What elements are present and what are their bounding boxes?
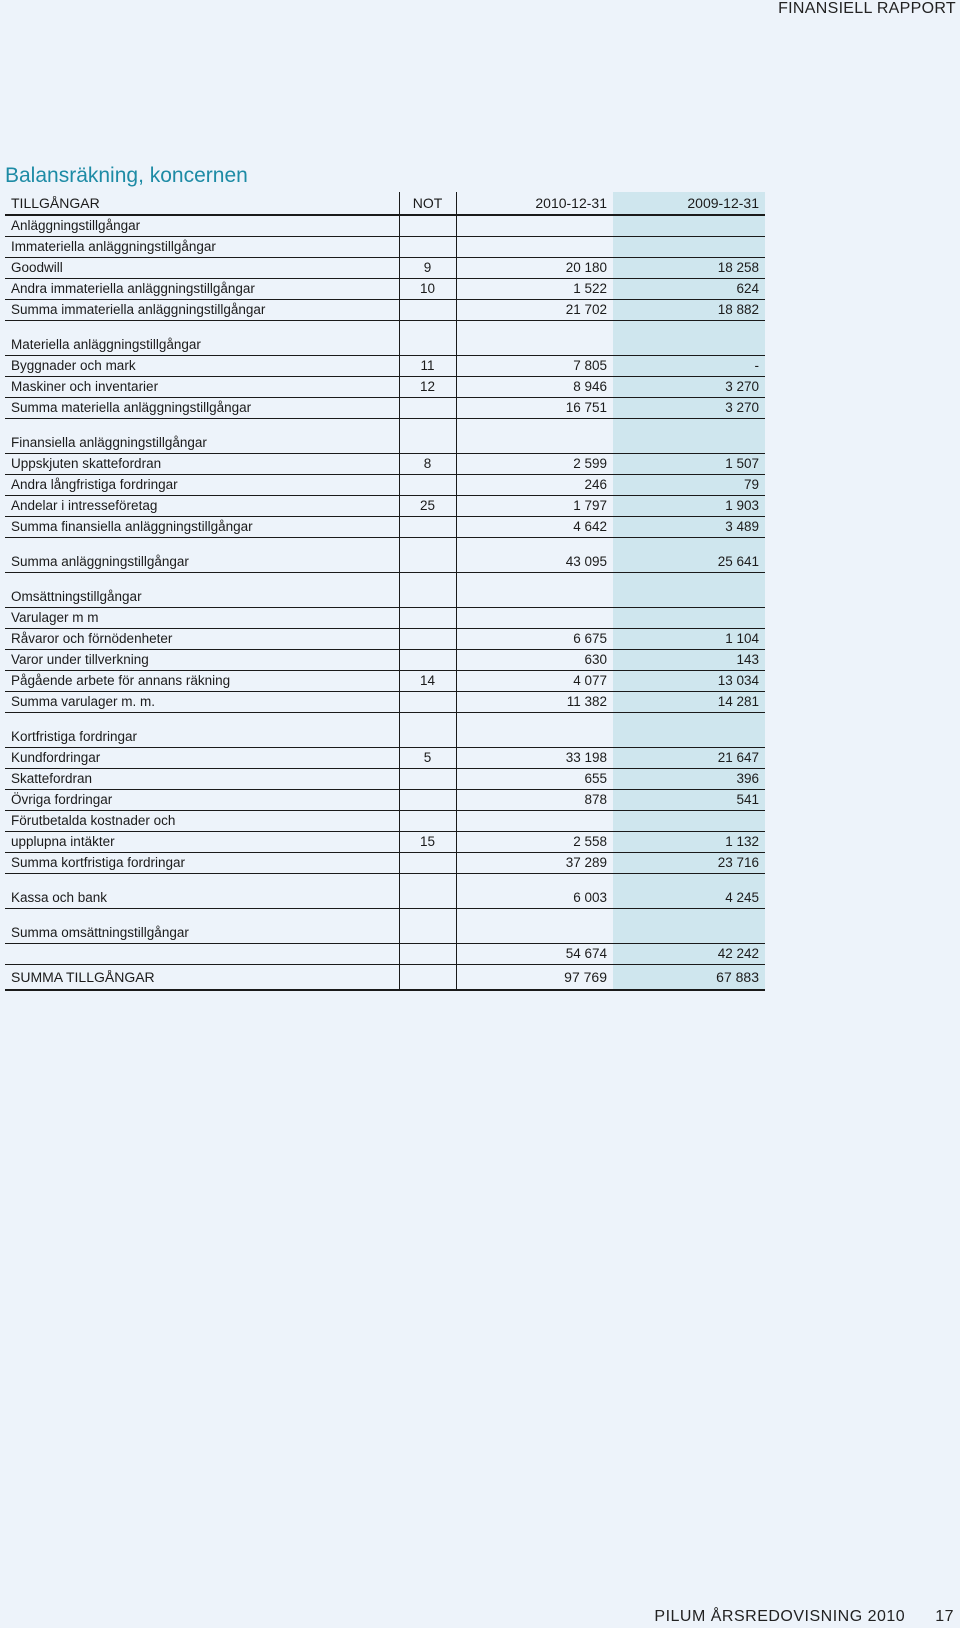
row-value-2010 bbox=[456, 215, 613, 237]
row-value-2010: 2 599 bbox=[456, 454, 613, 475]
row-label: Råvaror och förnödenheter bbox=[5, 629, 399, 650]
row-value-2010: 6 003 bbox=[456, 888, 613, 909]
row-note bbox=[399, 538, 456, 553]
table-header-row bbox=[5, 192, 765, 215]
row-value-2010: 43 095 bbox=[456, 552, 613, 573]
row-value-2009 bbox=[613, 321, 765, 336]
row-label: Uppskjuten skattefordran bbox=[5, 454, 399, 475]
row-value-2010: 1 797 bbox=[456, 496, 613, 517]
row-note bbox=[399, 321, 456, 336]
table-total-row bbox=[5, 965, 765, 991]
table-row bbox=[5, 335, 765, 356]
row-value-2009: 42 242 bbox=[613, 944, 765, 965]
row-value-2010: 6 675 bbox=[456, 629, 613, 650]
row-note: 8 bbox=[399, 454, 456, 475]
table-row bbox=[5, 496, 765, 517]
table-spacer-row bbox=[5, 573, 765, 588]
row-label: Summa finansiella anläggningstillgångar bbox=[5, 517, 399, 538]
row-value-2010: 655 bbox=[456, 769, 613, 790]
row-value-2010: 33 198 bbox=[456, 748, 613, 769]
row-value-2010 bbox=[456, 335, 613, 356]
row-value-2010: 16 751 bbox=[456, 398, 613, 419]
row-value-2009 bbox=[613, 573, 765, 588]
table-row bbox=[5, 692, 765, 713]
table-row bbox=[5, 356, 765, 377]
row-value-2010: 11 382 bbox=[456, 692, 613, 713]
row-label bbox=[5, 321, 399, 336]
row-label: Andra immateriella anläggningstillgångar bbox=[5, 279, 399, 300]
page-title: Balansräkning, koncernen bbox=[5, 164, 248, 188]
table-row bbox=[5, 258, 765, 279]
table-row bbox=[5, 769, 765, 790]
row-value-2009 bbox=[613, 587, 765, 608]
row-note: 14 bbox=[399, 671, 456, 692]
row-value-2010 bbox=[456, 538, 613, 553]
page-footer bbox=[654, 1608, 954, 1626]
row-label: Kortfristiga fordringar bbox=[5, 727, 399, 748]
row-note: 5 bbox=[399, 748, 456, 769]
row-value-2009 bbox=[613, 433, 765, 454]
row-value-2009 bbox=[613, 538, 765, 553]
table-row bbox=[5, 377, 765, 398]
row-value-2010 bbox=[456, 923, 613, 944]
row-value-2010: 20 180 bbox=[456, 258, 613, 279]
row-value-2009: 23 716 bbox=[613, 853, 765, 874]
row-value-2010: 1 522 bbox=[456, 279, 613, 300]
row-note bbox=[399, 475, 456, 496]
row-value-2009: - bbox=[613, 356, 765, 377]
page-number: 17 bbox=[935, 1608, 954, 1625]
row-value-2009: 21 647 bbox=[613, 748, 765, 769]
row-note bbox=[399, 300, 456, 321]
balance-sheet-table bbox=[5, 192, 765, 991]
row-note bbox=[399, 587, 456, 608]
row-note bbox=[399, 888, 456, 909]
row-value-2009 bbox=[613, 811, 765, 832]
row-label: Summa omsättningstillgångar bbox=[5, 923, 399, 944]
row-note bbox=[399, 398, 456, 419]
table-row bbox=[5, 237, 765, 258]
row-note bbox=[399, 650, 456, 671]
row-label: Summa materiella anläggningstillgångar bbox=[5, 398, 399, 419]
row-value-2009 bbox=[613, 909, 765, 924]
row-label: Finansiella anläggningstillgångar bbox=[5, 433, 399, 454]
row-label bbox=[5, 713, 399, 728]
row-note bbox=[399, 573, 456, 588]
row-label: Byggnader och mark bbox=[5, 356, 399, 377]
row-value-2009: 67 883 bbox=[613, 965, 765, 991]
row-note bbox=[399, 552, 456, 573]
row-note bbox=[399, 965, 456, 991]
table-row bbox=[5, 517, 765, 538]
row-value-2010: 37 289 bbox=[456, 853, 613, 874]
row-value-2010: 2 558 bbox=[456, 832, 613, 853]
table-row bbox=[5, 629, 765, 650]
row-value-2010 bbox=[456, 237, 613, 258]
row-value-2009: 79 bbox=[613, 475, 765, 496]
row-value-2009 bbox=[613, 335, 765, 356]
row-value-2009: 18 882 bbox=[613, 300, 765, 321]
row-value-2009: 3 270 bbox=[613, 377, 765, 398]
table-row bbox=[5, 215, 765, 237]
row-note bbox=[399, 433, 456, 454]
column-header-2009: 2009-12-31 bbox=[613, 192, 765, 215]
table-spacer-row bbox=[5, 713, 765, 728]
row-value-2009: 18 258 bbox=[613, 258, 765, 279]
row-value-2009: 3 270 bbox=[613, 398, 765, 419]
row-note: 10 bbox=[399, 279, 456, 300]
row-note bbox=[399, 923, 456, 944]
footer-publication: PILUM ÅRSREDOVISNING 2010 bbox=[654, 1608, 906, 1625]
row-label: Andra långfristiga fordringar bbox=[5, 475, 399, 496]
row-note: 11 bbox=[399, 356, 456, 377]
table-spacer-row bbox=[5, 538, 765, 553]
row-value-2009: 3 489 bbox=[613, 517, 765, 538]
row-note bbox=[399, 335, 456, 356]
row-note: 15 bbox=[399, 832, 456, 853]
row-note bbox=[399, 419, 456, 434]
row-label: Förutbetalda kostnader och bbox=[5, 811, 399, 832]
row-label: Varor under tillverkning bbox=[5, 650, 399, 671]
row-note: 12 bbox=[399, 377, 456, 398]
row-value-2010 bbox=[456, 874, 613, 889]
row-note bbox=[399, 811, 456, 832]
row-value-2010 bbox=[456, 811, 613, 832]
row-label bbox=[5, 944, 399, 965]
row-label: Goodwill bbox=[5, 258, 399, 279]
row-value-2010 bbox=[456, 587, 613, 608]
row-value-2010: 4 642 bbox=[456, 517, 613, 538]
row-value-2010: 4 077 bbox=[456, 671, 613, 692]
row-value-2009: 541 bbox=[613, 790, 765, 811]
row-label: Varulager m m bbox=[5, 608, 399, 629]
row-value-2010: 21 702 bbox=[456, 300, 613, 321]
table-row bbox=[5, 650, 765, 671]
row-value-2009 bbox=[613, 215, 765, 237]
table-row bbox=[5, 923, 765, 944]
table-row bbox=[5, 398, 765, 419]
table-spacer-row bbox=[5, 874, 765, 889]
row-label: Kassa och bank bbox=[5, 888, 399, 909]
row-value-2009 bbox=[613, 713, 765, 728]
table-row bbox=[5, 552, 765, 573]
row-value-2010 bbox=[456, 608, 613, 629]
row-note bbox=[399, 237, 456, 258]
row-note bbox=[399, 629, 456, 650]
row-label: Summa kortfristiga fordringar bbox=[5, 853, 399, 874]
row-note bbox=[399, 853, 456, 874]
table-row bbox=[5, 727, 765, 748]
row-value-2010 bbox=[456, 433, 613, 454]
row-value-2009 bbox=[613, 419, 765, 434]
row-value-2009 bbox=[613, 237, 765, 258]
row-value-2010 bbox=[456, 573, 613, 588]
row-value-2010 bbox=[456, 321, 613, 336]
row-value-2010: 8 946 bbox=[456, 377, 613, 398]
table-row bbox=[5, 811, 765, 832]
table-row bbox=[5, 832, 765, 853]
row-label: Kundfordringar bbox=[5, 748, 399, 769]
section-header: FINANSIELL RAPPORT bbox=[778, 0, 956, 17]
row-label: Andelar i intresseföretag bbox=[5, 496, 399, 517]
table-spacer-row bbox=[5, 321, 765, 336]
row-value-2010: 246 bbox=[456, 475, 613, 496]
row-value-2009: 25 641 bbox=[613, 552, 765, 573]
table-row bbox=[5, 888, 765, 909]
row-label: Summa varulager m. m. bbox=[5, 692, 399, 713]
row-label: Materiella anläggningstillgångar bbox=[5, 335, 399, 356]
row-value-2010 bbox=[456, 727, 613, 748]
row-note bbox=[399, 769, 456, 790]
table-row bbox=[5, 608, 765, 629]
row-label bbox=[5, 419, 399, 434]
row-note bbox=[399, 944, 456, 965]
row-value-2009: 396 bbox=[613, 769, 765, 790]
table-spacer-row bbox=[5, 419, 765, 434]
row-label bbox=[5, 909, 399, 924]
row-value-2009 bbox=[613, 727, 765, 748]
row-label: Pågående arbete för annans räkning bbox=[5, 671, 399, 692]
row-value-2010: 878 bbox=[456, 790, 613, 811]
column-header-2010: 2010-12-31 bbox=[456, 192, 613, 215]
row-value-2010: 54 674 bbox=[456, 944, 613, 965]
table-row bbox=[5, 433, 765, 454]
row-note bbox=[399, 874, 456, 889]
row-note: 25 bbox=[399, 496, 456, 517]
row-note bbox=[399, 215, 456, 237]
row-value-2009 bbox=[613, 608, 765, 629]
table-row bbox=[5, 748, 765, 769]
row-note bbox=[399, 608, 456, 629]
row-label: Skattefordran bbox=[5, 769, 399, 790]
table-row bbox=[5, 671, 765, 692]
row-label: Maskiner och inventarier bbox=[5, 377, 399, 398]
row-value-2009: 1 507 bbox=[613, 454, 765, 475]
row-value-2009 bbox=[613, 874, 765, 889]
row-note bbox=[399, 727, 456, 748]
row-value-2010: 630 bbox=[456, 650, 613, 671]
row-value-2009: 143 bbox=[613, 650, 765, 671]
row-value-2009: 1 132 bbox=[613, 832, 765, 853]
row-value-2010 bbox=[456, 909, 613, 924]
row-label: SUMMA TILLGÅNGAR bbox=[5, 965, 399, 991]
row-note bbox=[399, 517, 456, 538]
row-label bbox=[5, 874, 399, 889]
row-value-2009: 4 245 bbox=[613, 888, 765, 909]
row-label: Summa immateriella anläggningstillgångar bbox=[5, 300, 399, 321]
table-row bbox=[5, 454, 765, 475]
table-row bbox=[5, 944, 765, 965]
row-value-2010: 7 805 bbox=[456, 356, 613, 377]
table-row bbox=[5, 279, 765, 300]
table-row bbox=[5, 300, 765, 321]
row-label: Immateriella anläggningstillgångar bbox=[5, 237, 399, 258]
table-row bbox=[5, 475, 765, 496]
row-value-2009: 1 104 bbox=[613, 629, 765, 650]
row-value-2009: 13 034 bbox=[613, 671, 765, 692]
row-label bbox=[5, 573, 399, 588]
row-value-2010 bbox=[456, 713, 613, 728]
row-note bbox=[399, 713, 456, 728]
row-value-2009: 14 281 bbox=[613, 692, 765, 713]
row-value-2009: 624 bbox=[613, 279, 765, 300]
row-note: 9 bbox=[399, 258, 456, 279]
row-label: Omsättningstillgångar bbox=[5, 587, 399, 608]
table-row bbox=[5, 587, 765, 608]
table-row bbox=[5, 790, 765, 811]
row-label bbox=[5, 538, 399, 553]
row-label: Övriga fordringar bbox=[5, 790, 399, 811]
row-value-2010: 97 769 bbox=[456, 965, 613, 991]
row-value-2009 bbox=[613, 923, 765, 944]
column-header-assets: TILLGÅNGAR bbox=[5, 192, 399, 215]
column-header-note: NOT bbox=[399, 192, 456, 215]
row-note bbox=[399, 692, 456, 713]
row-value-2010 bbox=[456, 419, 613, 434]
row-label: upplupna intäkter bbox=[5, 832, 399, 853]
table-spacer-row bbox=[5, 909, 765, 924]
row-note bbox=[399, 790, 456, 811]
table-row bbox=[5, 853, 765, 874]
row-note bbox=[399, 909, 456, 924]
row-value-2009: 1 903 bbox=[613, 496, 765, 517]
row-label: Summa anläggningstillgångar bbox=[5, 552, 399, 573]
row-label: Anläggningstillgångar bbox=[5, 215, 399, 237]
